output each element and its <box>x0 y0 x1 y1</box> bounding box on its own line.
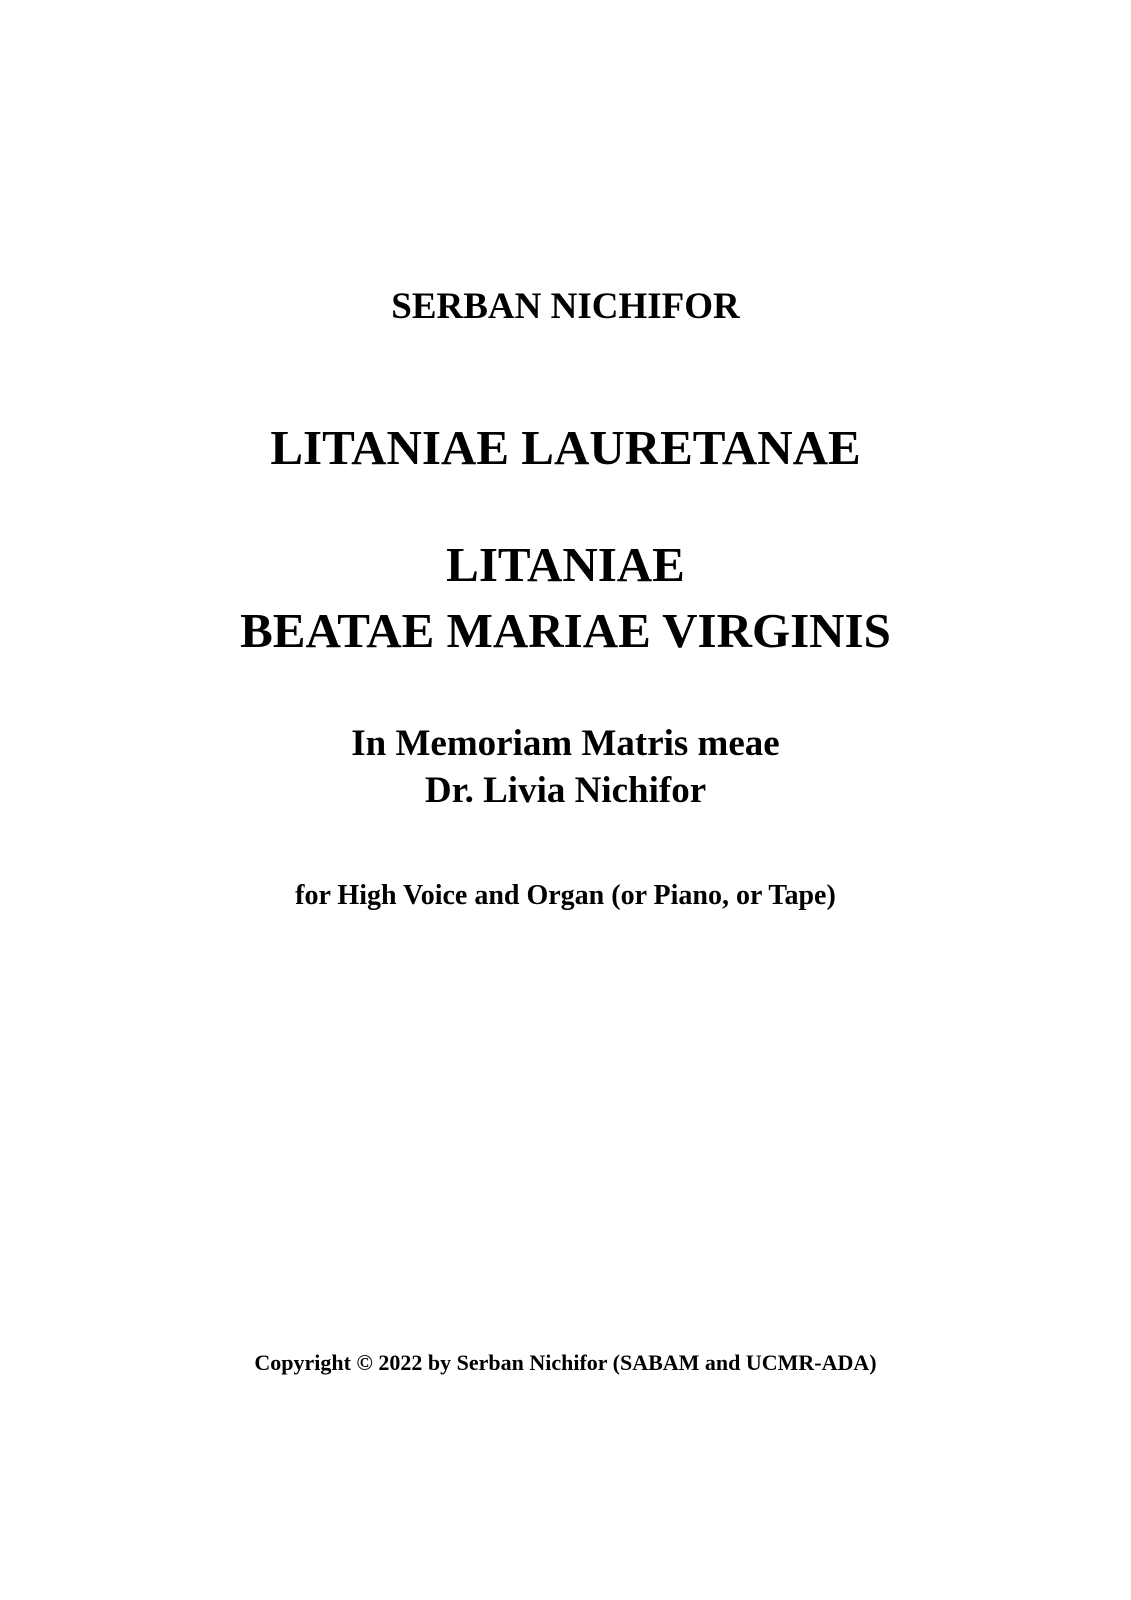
main-title: LITANIAE LAURETANAE <box>270 420 861 475</box>
alt-title-line-2: BEATAE MARIAE VIRGINIS <box>240 603 891 658</box>
composer-name: SERBAN NICHIFOR <box>391 286 740 327</box>
alt-title-line-1: LITANIAE <box>446 537 685 592</box>
dedication-line-1: In Memoriam Matris meae <box>351 723 780 764</box>
dedication-line-2: Dr. Livia Nichifor <box>424 770 707 811</box>
copyright-notice: Copyright © 2022 by Serban Nichifor (SABAM and UCMR-ADA) <box>254 1350 877 1375</box>
instrumentation: for High Voice and Organ (or Piano, or Tape) <box>295 880 836 911</box>
